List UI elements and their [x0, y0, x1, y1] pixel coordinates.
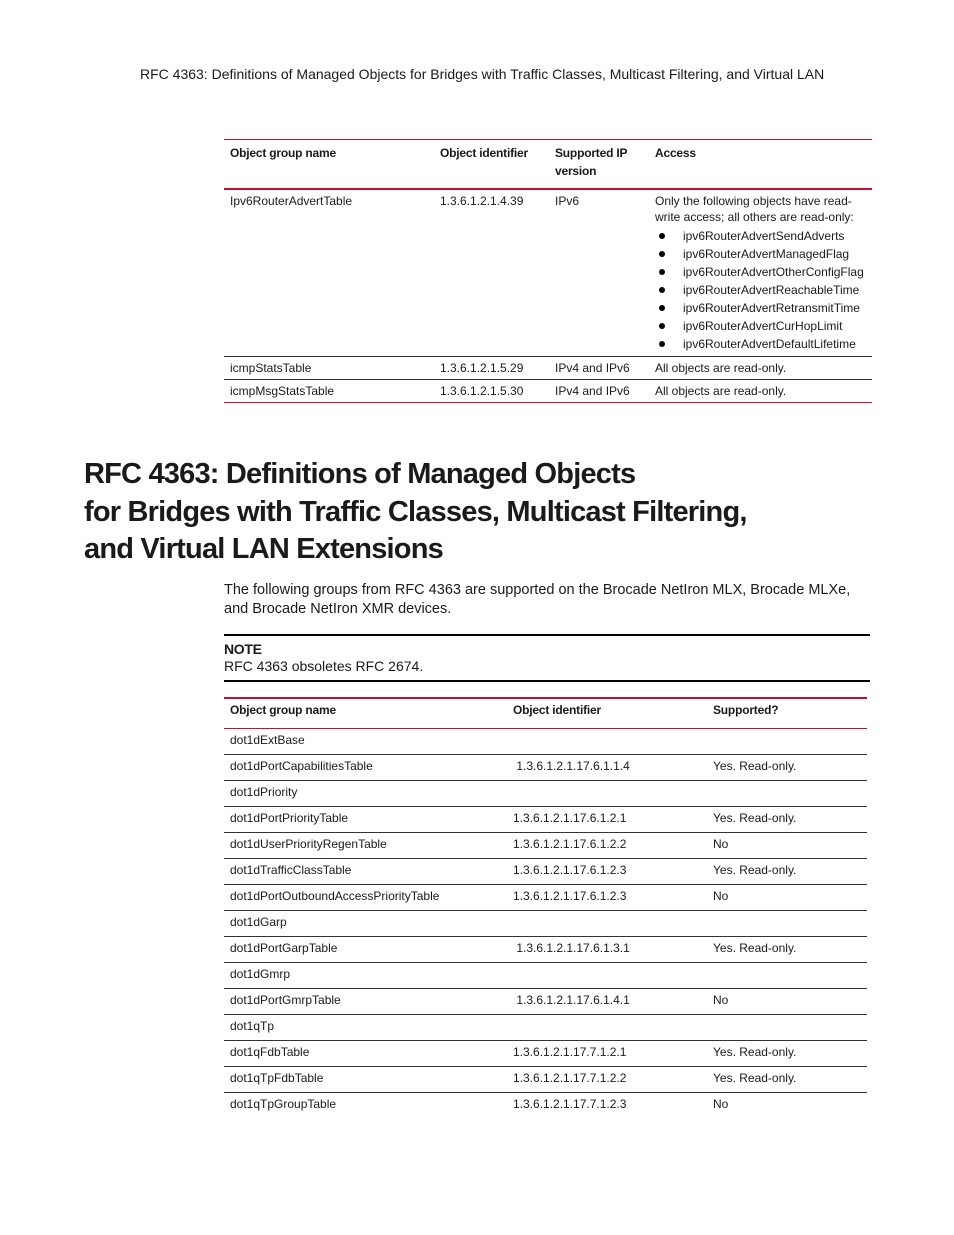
object-identifier: 1.3.6.1.2.1.17.7.1.2.2	[513, 1071, 627, 1085]
object-group-name: Ipv6RouterAdvertTable	[230, 194, 353, 208]
supported-value: Yes. Read-only.	[713, 1045, 797, 1059]
object-identifier	[507, 911, 707, 937]
table-row	[224, 963, 867, 989]
object-group-name: dot1qTpFdbTable	[230, 1071, 324, 1085]
supported-value: No	[713, 889, 729, 903]
supported-value: No	[713, 993, 729, 1007]
list-item: ipv6RouterAdvertManagedFlag	[655, 245, 866, 263]
section-heading	[84, 456, 784, 569]
table-row	[224, 755, 867, 781]
object-identifier: 1.3.6.1.2.1.5.29	[440, 361, 524, 375]
note-text: RFC 4363 obsoletes RFC 2674.	[224, 658, 424, 674]
ip-version: IPv6	[555, 194, 580, 208]
object-group-name: dot1dTrafficClassTable	[230, 863, 352, 877]
ip-version: IPv4 and IPv6	[555, 384, 630, 398]
intro-paragraph: The following groups from RFC 4363 are supported on the Brocade NetIron MLX, Brocade MLXe, and Brocade NetIron XMR devices.	[224, 582, 851, 617]
object-identifier	[507, 729, 707, 755]
supported-value: Yes. Read-only.	[713, 941, 797, 955]
object-group-name: dot1dPortPriorityTable	[230, 811, 349, 825]
object-group-name: dot1dPortGmrpTable	[230, 993, 341, 1007]
object-group-name: dot1dPortOutboundAccessPriorityTable	[230, 889, 440, 903]
ipv6-objects-table	[224, 139, 872, 403]
access-cell	[649, 189, 872, 357]
table-header-row	[224, 140, 872, 190]
supported-value	[707, 911, 867, 937]
supported-value: No	[713, 837, 729, 851]
supported-value	[707, 963, 867, 989]
table-body	[224, 729, 867, 1119]
list-item: ipv6RouterAdvertReachableTime	[655, 281, 866, 299]
object-group-name: dot1dPriority	[230, 785, 298, 799]
heading-line: RFC 4363: Definitions of Managed Objects	[84, 458, 636, 490]
object-identifier: 1.3.6.1.2.1.17.6.1.4.1	[513, 993, 630, 1007]
table-row	[224, 859, 867, 885]
list-item: ipv6RouterAdvertSendAdverts	[655, 227, 866, 245]
table-row	[224, 1041, 867, 1067]
table-row	[224, 937, 867, 963]
table-header-row	[224, 698, 867, 729]
column-header: Object group name	[230, 146, 336, 160]
read-write-object-list	[655, 227, 866, 353]
table-row	[224, 833, 867, 859]
supported-value: Yes. Read-only.	[713, 863, 797, 877]
object-identifier: 1.3.6.1.2.1.17.6.1.2.1	[513, 811, 627, 825]
object-identifier: 1.3.6.1.2.1.17.6.1.2.2	[513, 837, 627, 851]
rfc4363-groups-table	[224, 697, 867, 1118]
object-group-name: dot1dGmrp	[230, 967, 291, 981]
list-item: ipv6RouterAdvertRetransmitTime	[655, 299, 866, 317]
column-header: Supported IP version	[555, 146, 628, 178]
column-header: Access	[655, 146, 696, 160]
list-item: ipv6RouterAdvertDefaultLifetime	[655, 335, 866, 353]
object-group-name: icmpStatsTable	[230, 361, 312, 375]
object-identifier: 1.3.6.1.2.1.17.6.1.3.1	[513, 941, 630, 955]
object-identifier	[507, 1015, 707, 1041]
note-box	[224, 634, 870, 682]
object-group-name: dot1dPortGarpTable	[230, 941, 338, 955]
object-identifier: 1.3.6.1.2.1.17.7.1.2.3	[513, 1097, 627, 1111]
list-item: ipv6RouterAdvertOtherConfigFlag	[655, 263, 866, 281]
column-header: Object group name	[230, 703, 336, 717]
table-row	[224, 357, 872, 380]
access-text: All objects are read-only.	[655, 384, 787, 398]
object-group-name: dot1dUserPriorityRegenTable	[230, 837, 387, 851]
object-group-name: dot1qTp	[230, 1019, 275, 1033]
heading-line: for Bridges with Traffic Classes, Multicast Filtering,	[84, 495, 747, 528]
supported-value	[707, 781, 867, 807]
table-row	[224, 781, 867, 807]
ip-version: IPv4 and IPv6	[555, 361, 630, 375]
column-header: Supported?	[713, 703, 779, 717]
table-row	[224, 1067, 867, 1093]
supported-value: Yes. Read-only.	[713, 1071, 797, 1085]
running-header: RFC 4363: Definitions of Managed Objects for Bridges with Traffic Classes, Multicast Filtering, and Virtual LAN	[140, 66, 825, 82]
object-group-name: dot1dPortCapabilitiesTable	[230, 759, 373, 773]
supported-value: No	[713, 1097, 729, 1111]
table-row	[224, 911, 867, 937]
object-group-name: dot1dGarp	[230, 915, 287, 929]
note-title: NOTE	[224, 641, 262, 657]
heading-line: and Virtual LAN Extensions	[84, 533, 443, 565]
object-group-name: dot1qTpGroupTable	[230, 1097, 337, 1111]
object-group-name: dot1qFdbTable	[230, 1045, 310, 1059]
object-group-name: dot1dExtBase	[230, 733, 305, 747]
object-identifier: 1.3.6.1.2.1.17.6.1.1.4	[513, 759, 630, 773]
object-identifier	[507, 781, 707, 807]
column-header: Object identifier	[513, 703, 601, 717]
table-row	[224, 729, 867, 755]
object-identifier	[507, 963, 707, 989]
table-row	[224, 189, 872, 357]
access-text: All objects are read-only.	[655, 361, 787, 375]
supported-value	[707, 729, 867, 755]
table-row	[224, 380, 872, 403]
object-identifier: 1.3.6.1.2.1.17.7.1.2.1	[513, 1045, 627, 1059]
object-identifier: 1.3.6.1.2.1.5.30	[440, 384, 524, 398]
object-identifier: 1.3.6.1.2.1.4.39	[440, 194, 524, 208]
object-group-name: icmpMsgStatsTable	[230, 384, 335, 398]
supported-value: Yes. Read-only.	[713, 811, 797, 825]
list-item: ipv6RouterAdvertCurHopLimit	[655, 317, 866, 335]
table-row	[224, 1015, 867, 1041]
supported-value	[707, 1015, 867, 1041]
table-row	[224, 989, 867, 1015]
access-text: Only the following objects have read-write access; all others are read-only:	[655, 194, 854, 224]
object-identifier: 1.3.6.1.2.1.17.6.1.2.3	[513, 889, 627, 903]
table-row	[224, 885, 867, 911]
table-row	[224, 807, 867, 833]
table-row	[224, 1093, 867, 1119]
supported-value: Yes. Read-only.	[713, 759, 797, 773]
object-identifier: 1.3.6.1.2.1.17.6.1.2.3	[513, 863, 627, 877]
column-header: Object identifier	[440, 146, 528, 160]
